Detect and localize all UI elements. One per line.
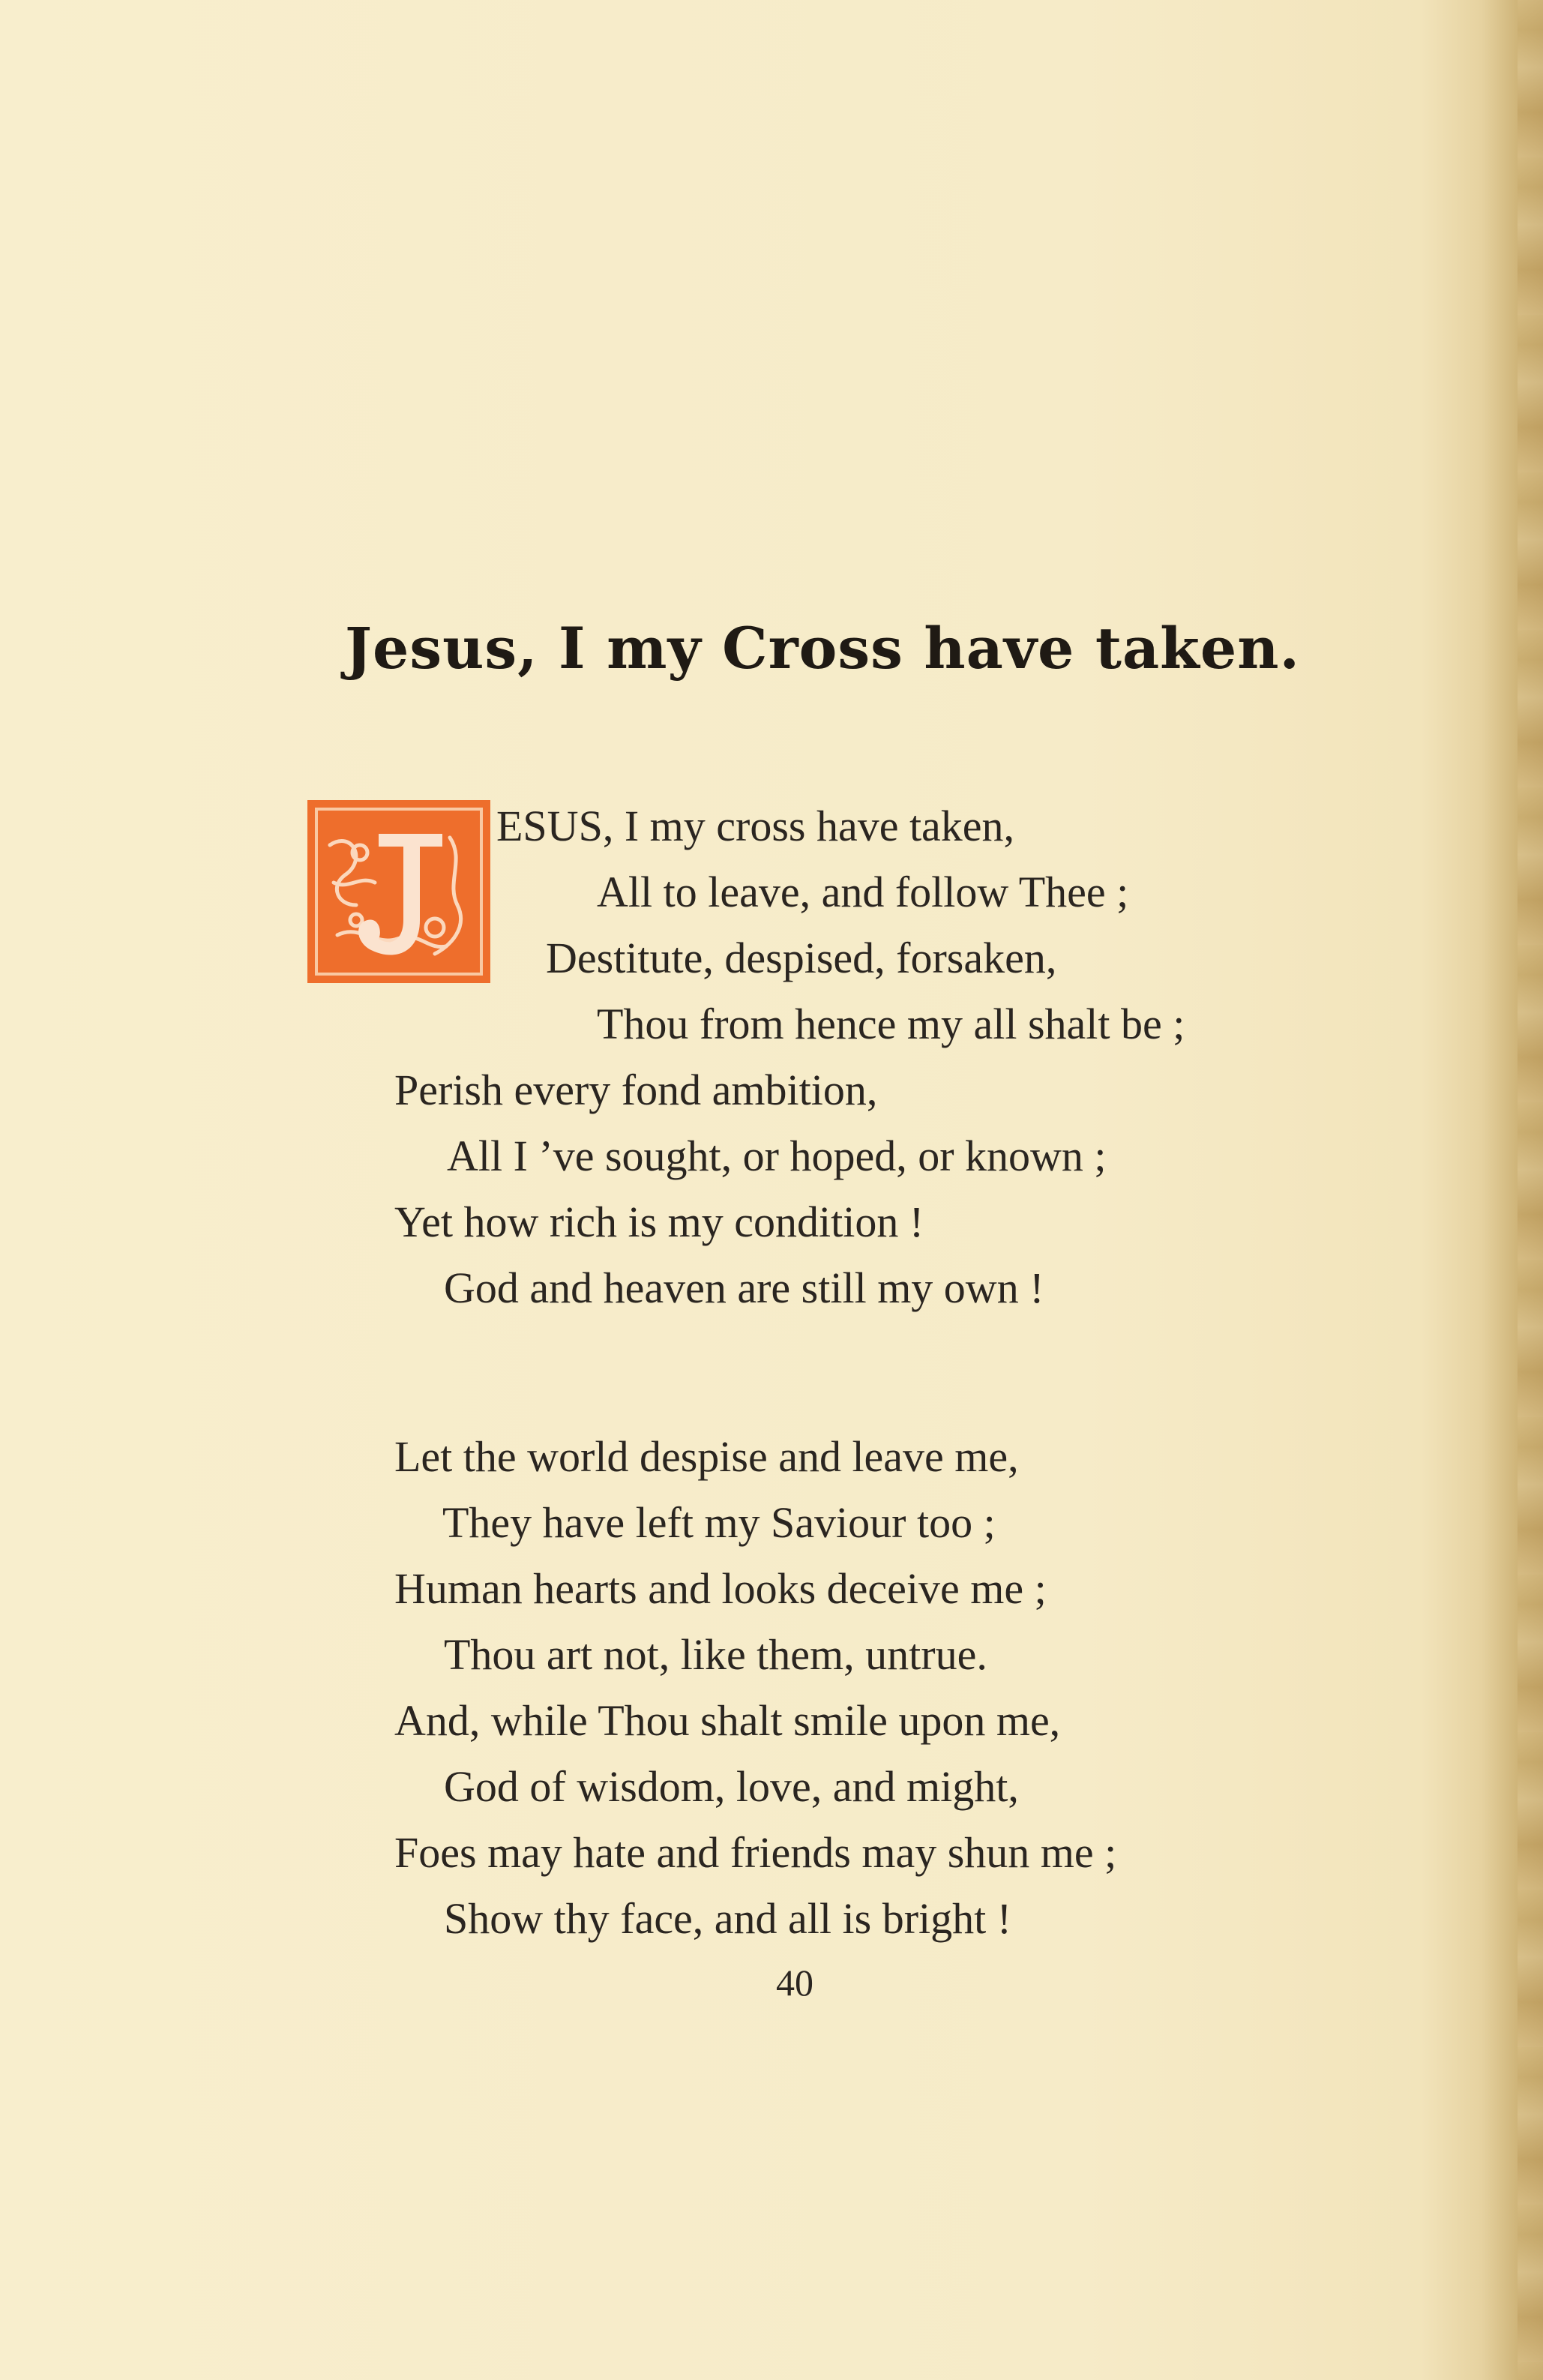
stanza2-line-4: Thou art not, like them, untrue. [444, 1630, 987, 1679]
stanza2-line-2: They have left my Saviour too ; [442, 1498, 996, 1547]
stanza2-line-3: Human hearts and looks deceive me ; [394, 1564, 1047, 1613]
stanza1-line-1: ESUS, I my cross have taken, [496, 802, 1015, 850]
stanza2-line-8: Show thy face, and all is bright ! [444, 1894, 1012, 1943]
poem-title: Jesus, I my Cross have taken. [345, 615, 1300, 682]
stanza1-line-8: God and heaven are still my own ! [444, 1263, 1044, 1312]
stanza1-line-4: Thou from hence my all shalt be ; [597, 1000, 1185, 1048]
stanza2-line-6: God of wisdom, love, and might, [444, 1762, 1019, 1811]
stanza1-line-7: Yet how rich is my condition ! [394, 1197, 924, 1246]
stanza1-line-2: All to leave, and follow Thee ; [597, 868, 1129, 916]
stanza1-line-6: All I ’ve sought, or hoped, or known ; [447, 1132, 1107, 1180]
stanza2-line-7: Foes may hate and friends may shun me ; [394, 1828, 1117, 1877]
stanza1-line-5: Perish every fond ambition, [394, 1066, 878, 1114]
stanza2-line-5: And, while Thou shalt smile upon me, [394, 1696, 1061, 1745]
stanza2-line-1: Let the world despise and leave me, [394, 1432, 1019, 1481]
page-number: 40 [776, 1962, 813, 2004]
stanza1-line-3: Destitute, despised, forsaken, [546, 934, 1057, 982]
